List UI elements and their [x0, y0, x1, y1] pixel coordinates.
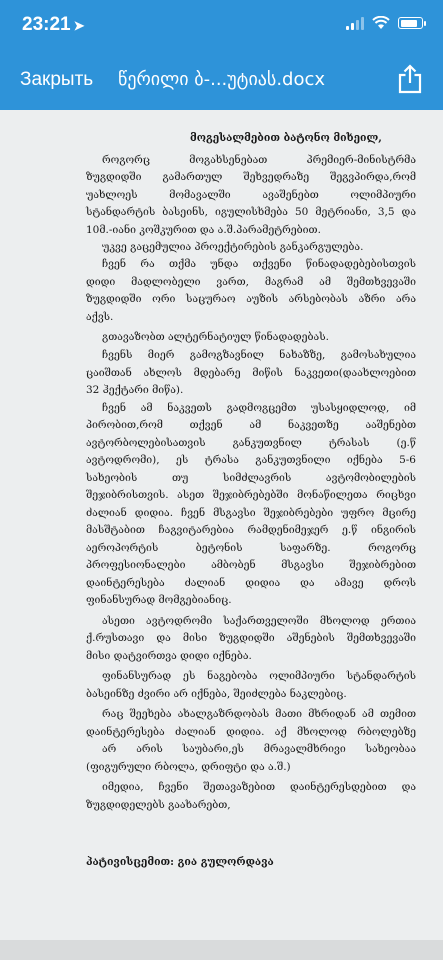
letter-line: 32 ჰექტარი მიწა). [86, 384, 184, 396]
letter-line: სახეობის თუ სიმძლავრის ავტომობილების [86, 472, 416, 484]
letter-line: ავტოდრომი), ეს ტრასა განკუთვნილი იქნება 5-6 [86, 454, 416, 466]
letter-line: როგორც მოგახსენებათ პრემიერ-მინისტრმა [102, 154, 416, 166]
letter-line: ასეთი ავტოდრომი საქართველოში მხოლოდ ერთია [102, 615, 416, 627]
letter-line: (ფიგურული რბოლა, დრიფტი და ა.შ.) [86, 761, 291, 773]
letter-line: იმედია, ჩვენი შეთავაზებით დაინტერესდებით და [102, 781, 416, 793]
letter-line: ჩვენს მიერ გამოგზავნილ ნახაზზე, გამოსახულია [102, 349, 416, 361]
letter-line: ავტორბოლებისათვის განკუთვნილ ტრასას (ე.წ [86, 437, 416, 449]
letter-line: ზუგდიდში გამართულ შეხვედრაზე შეგვპირდა,რომ [86, 171, 416, 183]
document-navbar [0, 50, 443, 110]
letter-line: 10მ.-იანი კოშკურით და ა.შ.პარამეტრებით. [86, 224, 321, 236]
letter-line: არ არის საუბარი,ეს მრავალმხრივი სახეობაა [102, 743, 416, 755]
letter-line: ჩვენ რა თქმა უნდა თქვენი წინადადებებისთვის [102, 258, 416, 270]
letter-line: გთავაზობთ ალტერნატიულ წინადადებას. [102, 331, 329, 343]
letter-signature: პატივისცემით: გია გულორდავა [86, 856, 274, 868]
letter-line: აეროპორტის ბეტონის საფარზე. როგორც [86, 542, 416, 554]
letter-line: ცაიშთან ახლოს მდებარე მიწის ნაკვეთი(დაახლოებით [86, 367, 416, 379]
letter-line: ბასეინზე ძვირი არ იქნება, შეიძლება ნაკლებიც. [86, 688, 347, 700]
letter-line: რაც შეეხება ახალგაზრდობას მათი მხრიდან ამ თემით [102, 708, 416, 720]
letter-line: ქ.რუსთავი და მისი ზუგდიდში აშენების შემთხვევაში [86, 632, 416, 644]
letter-line: პროფესიონალები ამბობენ მსგავსი შეჯიბრებით [86, 559, 416, 571]
bottom-toolbar [0, 940, 443, 960]
letter-line: დიდი მადლობელი ვართ, მაგრამ ამ შემთხვევაში [86, 276, 416, 288]
document-title: წერილი ბ-...უტიას.docx [118, 69, 326, 90]
letter-line: მისი დატვირთვა დიდი იქნება. [86, 650, 252, 662]
share-icon[interactable] [397, 64, 423, 94]
letter-line: ფინანსურად მომგებიანიც. [86, 594, 232, 606]
letter-line: დაინტერესება ძალიან დიდია და ამავე დროს [86, 577, 416, 589]
clock [22, 14, 85, 36]
letter-line: აქვს. [86, 311, 114, 323]
letter-line: უკვე გაცემულია პროექტირების განკარგულება. [102, 241, 364, 253]
letter-line: უახლოეს მომავალში ავაშენებთ ოლიმპიური [86, 189, 416, 201]
wifi-icon [372, 16, 390, 30]
status-bar [0, 0, 443, 50]
letter-line: ჩვენ ამ ნაკვეთს გადმოგცემთ უსასყიდლოდ, იმ [102, 402, 416, 414]
clock-time: 23:21 [22, 14, 71, 35]
letter-line: დაინტერესება ძალიან დიდია. აქ მხოლოდ რბოლებზე [86, 726, 416, 738]
letter-line: სტანდარტის ბასეინს, იგულისხმება 50 მეტრიანი, 3,5 და [86, 206, 416, 218]
letter-line: შეჯიბრისთვის. ასეთ შეჯიბრებებში მონაწილეთა რიცხვი [86, 489, 416, 501]
letter-greeting: მოგესალმებით ბატონო მიხეილ, [190, 132, 382, 144]
letter-line: მასშტაბით ჩაგვიტარებია რამდენიმეჯერ ე.წ ინგირის [86, 524, 416, 536]
letter-line: ძალიან დიდია. ჩვენ მსგავსი შეჯიბრებები უფრო მცირე [86, 507, 416, 519]
close-button[interactable]: Закрыть [20, 69, 94, 90]
letter-line: ზუგდიდში ორი საცურაო აუზის არსებობას აზრი არა [86, 293, 416, 305]
letter-line: ფინანსურად ეს ნაგებობა ოლიმპიური სტანდარტის [102, 670, 416, 682]
location-arrow-icon: ➤ [73, 18, 85, 33]
document-viewer[interactable] [0, 110, 443, 940]
letter-line: ზუგდიდელებს გაახარებთ, [86, 799, 231, 811]
battery-icon [398, 17, 423, 29]
letter-line: პირობით,რომ თქვენ ამ ნაკვეთზე ააშენებთ [86, 419, 416, 431]
cellular-signal-icon [346, 16, 364, 30]
